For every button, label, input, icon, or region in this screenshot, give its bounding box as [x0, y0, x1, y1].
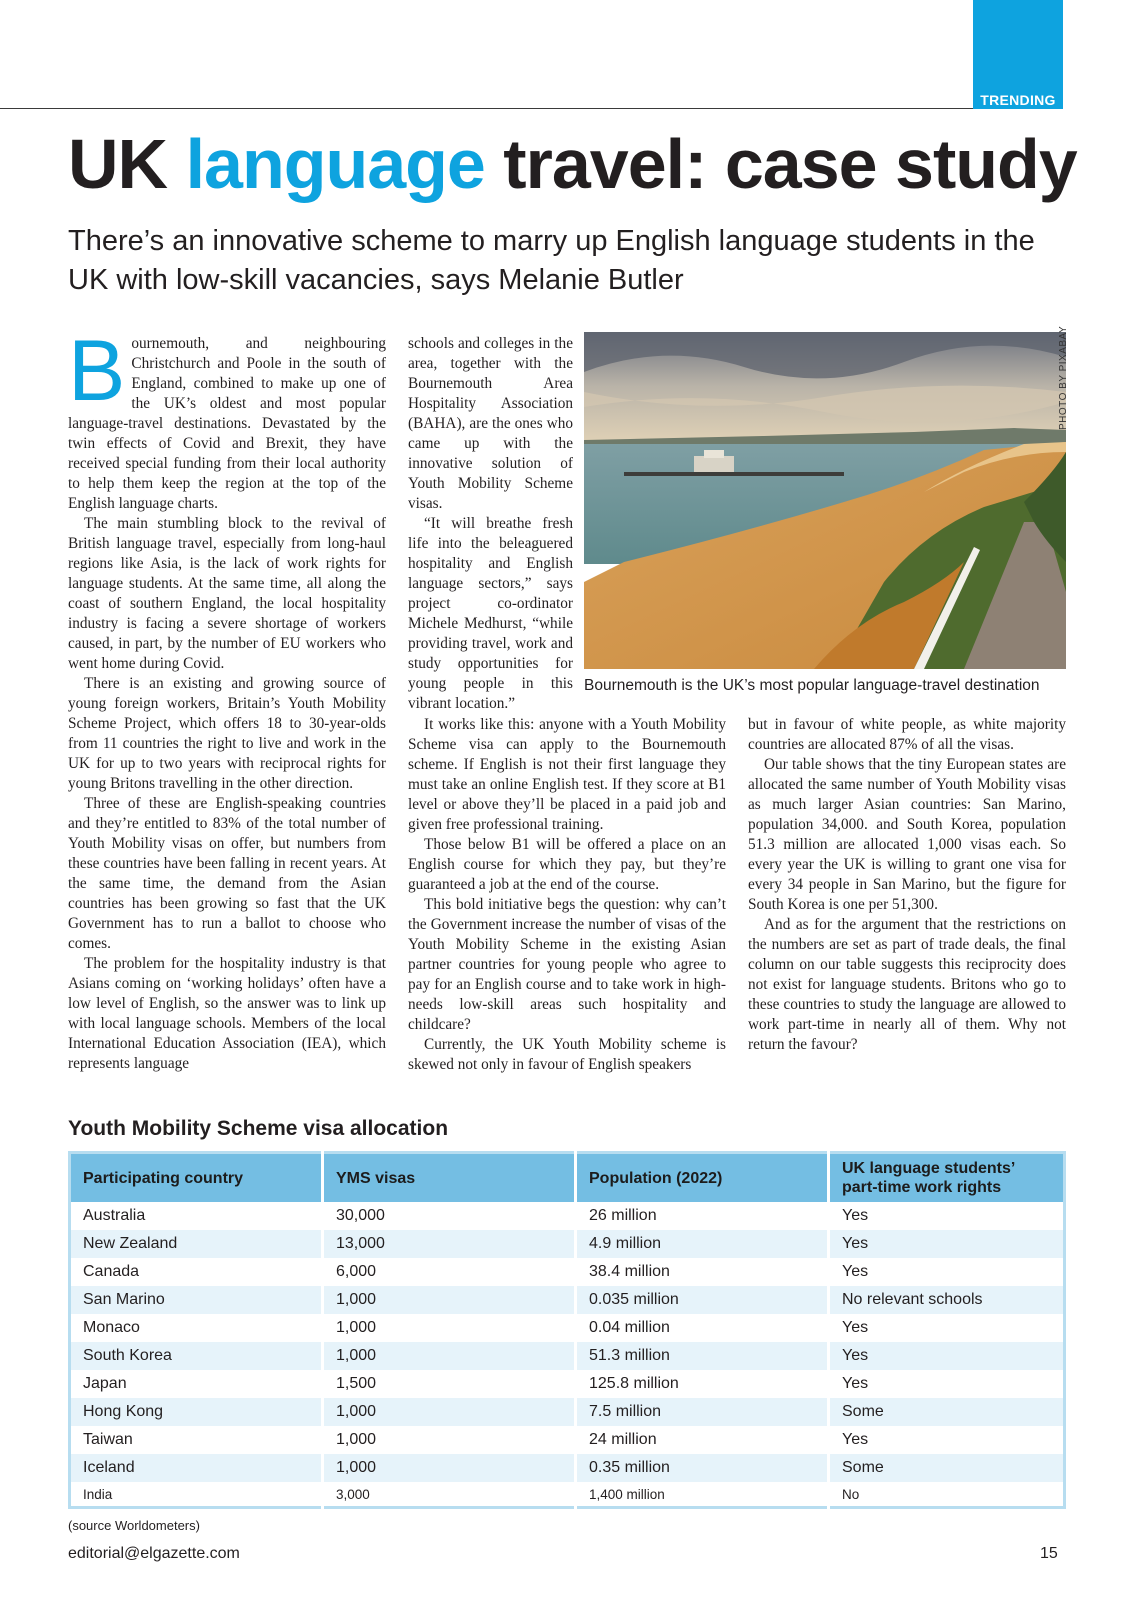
table-cell: 1,000: [323, 1398, 576, 1426]
table-cell: 3,000: [323, 1482, 576, 1508]
column-header: YMS visas: [323, 1153, 576, 1203]
table-cell: 1,500: [323, 1370, 576, 1398]
table-cell: Japan: [70, 1370, 323, 1398]
table-cell: 0.035 million: [576, 1286, 829, 1314]
drop-cap: B: [68, 323, 126, 419]
table-cell: No relevant schools: [829, 1286, 1065, 1314]
table-cell: 1,000: [323, 1314, 576, 1342]
column-header: Participating country: [70, 1153, 323, 1203]
table-cell: 38.4 million: [576, 1258, 829, 1286]
table-row: [70, 1342, 1065, 1370]
article-paragraph: There is an existing and growing source of young foreign workers, Britain’s Youth Mobility Scheme Project, which offers 18 to 30-year-olds from 11 countries the right to live and work in the UK for up to two years with reciprocal rights for young Britons travelling in the other direction.: [68, 675, 386, 792]
table-cell: San Marino: [70, 1286, 323, 1314]
headline-part2: travel: case study: [484, 125, 1077, 203]
table-cell: 26 million: [576, 1202, 829, 1230]
table-cell: New Zealand: [70, 1230, 323, 1258]
table-cell: Iceland: [70, 1454, 323, 1482]
table-row: [70, 1230, 1065, 1258]
footer-email: editorial@elgazette.com: [68, 1545, 240, 1562]
table-cell: 125.8 million: [576, 1370, 829, 1398]
table-cell: 24 million: [576, 1426, 829, 1454]
table-row: [70, 1286, 1065, 1314]
table-cell: Australia: [70, 1202, 323, 1230]
article-column-2-bottom: [408, 715, 726, 1075]
table-cell: 4.9 million: [576, 1230, 829, 1258]
table-cell: 30,000: [323, 1202, 576, 1230]
headline-highlight: language: [185, 125, 485, 203]
table-cell: Canada: [70, 1258, 323, 1286]
table-cell: 1,000: [323, 1426, 576, 1454]
visa-allocation-table: [68, 1151, 1066, 1509]
page-number: 15: [1040, 1545, 1058, 1562]
article-paragraph: This bold initiative begs the question: why can’t the Government increase the number of visas of the Youth Mobility Scheme in the existing Asian partner countries for young people who agree to pay for an English course and to take work in high-needs low-skill areas such hospitality and childcare?: [408, 896, 726, 1033]
table-cell: Monaco: [70, 1314, 323, 1342]
table-cell: Taiwan: [70, 1426, 323, 1454]
table-row: [70, 1398, 1065, 1426]
article-paragraph: “It will breathe fresh life into the beleaguered hospitality and English language sectors,” says project co-ordinator Michele Medhurst, “while providing travel, work and study opportunities for young people in this vibrant location.”: [408, 515, 573, 712]
table-row: [70, 1454, 1065, 1482]
article-paragraph: Currently, the UK Youth Mobility scheme is skewed not only in favour of English speakers: [408, 1036, 726, 1073]
table-cell: Yes: [829, 1258, 1065, 1286]
table-row: [70, 1482, 1065, 1508]
table-row: [70, 1426, 1065, 1454]
article-paragraph: Those below B1 will be offered a place on an English course for which they pay, but they’re guaranteed a job at the end of the course.: [408, 836, 726, 893]
article-paragraph: The problem for the hospitality industry is that Asians coming on ‘working holidays’ often have a low level of English, so the answer was to link up with local language schools. Members of the local International Education Association (IEA), which represents language: [68, 955, 386, 1072]
article-column-3: [748, 715, 1066, 1055]
table-cell: 7.5 million: [576, 1398, 829, 1426]
table-cell: Yes: [829, 1370, 1065, 1398]
article-paragraph: Bournemouth, and neighbouring Christchurch and Poole in the south of England, combined to make up one of the UK’s oldest and most popular language-travel destinations. Devastated by the twin effects of Covid and Brexit, they have received special funding from their local authority to help them keep the region at the top of the English language charts.: [68, 323, 386, 512]
table-cell: 6,000: [323, 1258, 576, 1286]
table-cell: 51.3 million: [576, 1342, 829, 1370]
table-header-row: [70, 1153, 1065, 1203]
table-cell: Hong Kong: [70, 1398, 323, 1426]
table-cell: Some: [829, 1454, 1065, 1482]
article-paragraph: Three of these are English-speaking countries and they’re entitled to 83% of the total number of Youth Mobility visas on offer, but numbers from these countries have been falling in recent years. At the same time, the demand from the Asian countries has been growing so fast that the UK Government has to run a ballot to choose who comes.: [68, 795, 386, 952]
headline-part1: UK: [68, 125, 186, 203]
table-cell: 1,000: [323, 1342, 576, 1370]
article-paragraph: It works like this: anyone with a Youth Mobility Scheme visa can apply to the Bournemouth scheme. If English is not their first language they must take an online English test. If they score at B1 level or above they’ll be placed in a paid job and given free professional training.: [408, 716, 726, 833]
standfirst: There’s an innovative scheme to marry up English language students in the UK with low-skill vacancies, says Melanie Butler: [68, 225, 1035, 296]
bournemouth-photo: [584, 332, 1066, 669]
table-row: [70, 1258, 1065, 1286]
table-row: [70, 1202, 1065, 1230]
table-cell: Some: [829, 1398, 1065, 1426]
article-paragraph: And as for the argument that the restrictions on the numbers are set as part of trade deals, the final column on our table suggests this reciprocity does not exist for language students. Britons who go to these countries to study the language are allowed to work part-time in nearly all of them. Why not return the favour?: [748, 916, 1066, 1053]
table-cell: Yes: [829, 1314, 1065, 1342]
table-row: [70, 1370, 1065, 1398]
article-paragraph: The main stumbling block to the revival of British language travel, especially from long-haul regions like Asia, is the lack of work rights for language students. At the same time, all along the coast of southern England, the local hospitality industry is facing a severe shortage of workers caused, in part, by the number of EU workers who went home during Covid.: [68, 515, 386, 672]
section-tab-label: TRENDING: [980, 92, 1056, 108]
table-cell: India: [70, 1482, 323, 1508]
table-title: Youth Mobility Scheme visa allocation: [68, 1117, 449, 1140]
table-cell: 1,000: [323, 1454, 576, 1482]
article-paragraph: but in favour of white people, as white majority countries are allocated 87% of all the visas.: [748, 716, 1066, 753]
table-cell: 13,000: [323, 1230, 576, 1258]
table-cell: Yes: [829, 1426, 1065, 1454]
table-cell: 1,000: [323, 1286, 576, 1314]
table-row: [70, 1314, 1065, 1342]
table-cell: 1,400 million: [576, 1482, 829, 1508]
table-cell: Yes: [829, 1230, 1065, 1258]
article-column-1: [68, 323, 386, 1074]
article-column-2-top: [408, 334, 573, 714]
table-source: (source Worldometers): [68, 1518, 200, 1533]
header-rule: [0, 108, 1063, 109]
table-cell: Yes: [829, 1202, 1065, 1230]
headline: [68, 122, 1077, 206]
column-header: UK language students’ part-time work rights: [829, 1153, 1065, 1203]
article-paragraph: schools and colleges in the area, together with the Bournemouth Area Hospitality Association (BAHA), are the ones who came up with the innovative solution of Youth Mobility Scheme visas.: [408, 335, 573, 512]
column-header: Population (2022): [576, 1153, 829, 1203]
table-cell: 0.04 million: [576, 1314, 829, 1342]
photo-credit: PHOTO BY PIXABAY: [1058, 325, 1069, 430]
bournemouth-beach-illustration: [584, 332, 1066, 669]
article-paragraph: Our table shows that the tiny European states are allocated the same number of Youth Mobility visas as much larger Asian countries: San Marino, population 34,000. and South Korea, population 51.3 million are allocated 1,000 visas each. So every year the UK is willing to grant one visa for every 34 people in San Marino, but the figure for South Korea is one per 51,300.: [748, 756, 1066, 913]
table-cell: No: [829, 1482, 1065, 1508]
table-cell: 0.35 million: [576, 1454, 829, 1482]
table-cell: South Korea: [70, 1342, 323, 1370]
photo-caption: Bournemouth is the UK’s most popular language-travel destination: [584, 677, 1040, 694]
table-cell: Yes: [829, 1342, 1065, 1370]
